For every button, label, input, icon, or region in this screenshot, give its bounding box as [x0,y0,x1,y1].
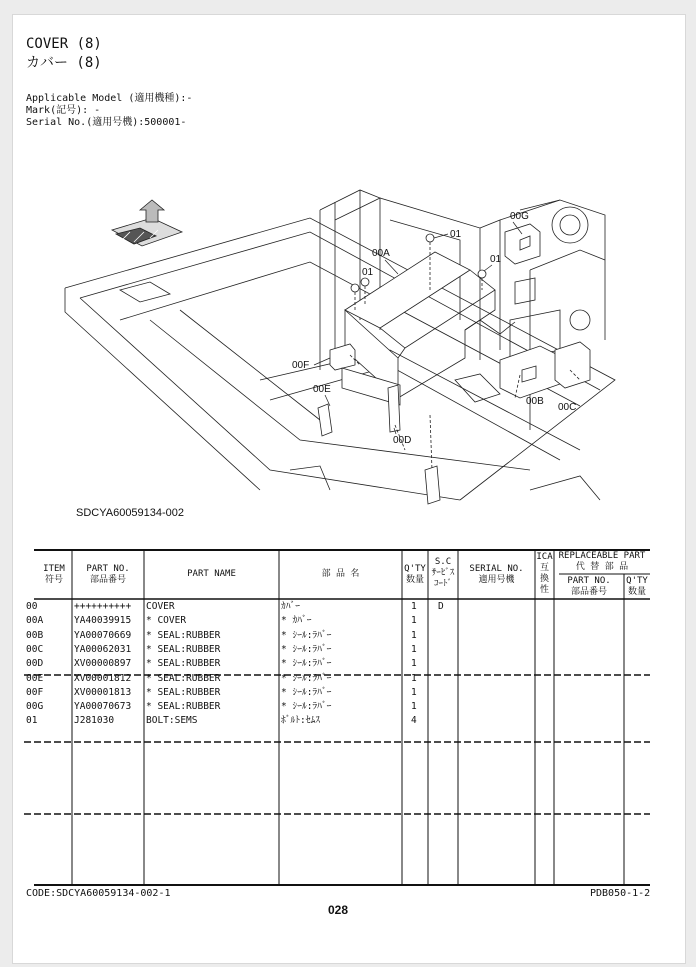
callout-01-b: 01 [490,254,502,265]
cell-item: 00 [26,601,38,612]
col-qty-header: Q'TY 数量 [404,564,426,585]
cell-item: 00A [26,615,44,627]
cell-part-name: * SEAL:RUBBER [146,686,221,698]
col-item-header: ITEM 符号 [43,564,65,585]
cell-part-name-jp: * ｼｰﾙ:ﾗﾊﾞｰ [281,643,332,655]
applicable-model: Applicable Model (適用機種):- [26,93,193,104]
cell-part-name-jp: * ｼｰﾙ:ﾗﾊﾞｰ [281,672,332,684]
col-part-name-header: PART NAME [187,569,236,579]
col-replaceable-header: REPLACEABLE PART 代 替 部 品 [558,551,646,572]
col-serial-header: SERIAL NO. 適用号機 [469,564,524,585]
col-ica-header: ICA 互 換 性 [536,552,553,595]
callout-00B: 00B [526,396,544,407]
callout-01-a: 01 [450,229,462,240]
diagram-code: SDCYA60059134-002 [76,507,185,519]
mark-label: Mark(記号): - [26,105,101,116]
cell-qty: 1 [411,701,417,713]
callout-00G: 00G [510,211,529,222]
cell-sc: D [438,601,444,612]
cell-part-name-jp: * ｼｰﾙ:ﾗﾊﾞｰ [281,701,332,713]
cell-qty: 1 [411,615,417,627]
callout-00A: 00A [372,248,390,259]
cell-part-name: BOLT:SEMS [146,715,198,727]
footer-code: CODE:SDCYA60059134-002-1 [26,888,171,899]
cell-part-name: * SEAL:RUBBER [146,643,221,655]
cell-part-name: COVER [146,601,175,612]
cell-part-no: ++++++++++ [74,601,132,612]
col-part-no-header: PART NO. 部品番号 [86,564,130,585]
cell-part-name: * SEAL:RUBBER [146,701,221,713]
cell-item: 00G [26,701,44,713]
cell-part-name-jp: * ｼｰﾙ:ﾗﾊﾞｰ [281,686,332,698]
cell-qty: 1 [411,658,417,670]
cell-part-no: J281030 [74,715,115,727]
cell-qty: 1 [411,629,417,641]
machine-orientation-icon [112,200,182,246]
cell-item: 00B [26,629,44,641]
cell-qty: 1 [411,643,417,655]
page-number: 028 [328,903,349,917]
cell-part-name: * SEAL:RUBBER [146,672,221,684]
page-title: COVER (8) [26,36,102,52]
callout-01-c: 01 [362,267,374,278]
cell-part-name: * SEAL:RUBBER [146,629,221,641]
cell-part-name: * SEAL:RUBBER [146,658,221,670]
parts-table [24,535,650,887]
cell-item: 00F [26,686,44,698]
cell-part-name-jp: ﾎﾞﾙﾄ:ｾﾑｽ [281,715,320,727]
callout-00F: 00F [292,360,310,371]
cell-part-no: XV00000897 [74,658,132,670]
page-title-jp: カバー (8) [26,55,102,71]
cell-part-name-jp: * ｶﾊﾞｰ [281,615,312,627]
cell-qty: 1 [411,686,417,698]
cell-qty: 4 [411,715,417,727]
col-part-name-jp-header: 部 品 名 [321,569,360,579]
cell-item: 00E [26,672,44,684]
cell-part-no: YA40039915 [74,615,132,627]
callout-00D: 00D [393,435,412,446]
cell-part-name-jp: * ｼｰﾙ:ﾗﾊﾞｰ [281,629,332,641]
col-rep-qty-header: Q'TY 数量 [626,576,648,597]
cell-part-no: XV00001813 [74,686,132,698]
cell-item: 00C [26,643,44,655]
callout-00E: 00E [313,384,331,395]
cell-item: 01 [26,715,38,727]
cell-item: 00D [26,658,44,670]
cell-qty: 1 [411,601,417,612]
cell-part-no: YA00070669 [74,629,132,641]
cell-part-no: YA00070673 [74,701,132,713]
cell-qty: 1 [411,672,417,684]
cell-part-no: YA00062031 [74,643,132,655]
footer-doc-ref: PDB050-1-2 [590,888,651,899]
cell-part-name-jp: ｶﾊﾞｰ [281,601,301,612]
col-sc-header: S.C ｻｰﾋﾞｽ ｺｰﾄﾞ [431,557,455,589]
col-rep-part-no-header: PART NO. 部品番号 [567,576,611,597]
cell-part-name-jp: * ｼｰﾙ:ﾗﾊﾞｰ [281,658,332,670]
cell-part-no: XV00001812 [74,672,132,684]
cell-part-name: * COVER [146,615,187,627]
callout-00C: 00C [558,402,577,413]
serial-range: Serial No.(適用号機):500001- [26,117,187,128]
exploded-parts-diagram [60,170,620,530]
